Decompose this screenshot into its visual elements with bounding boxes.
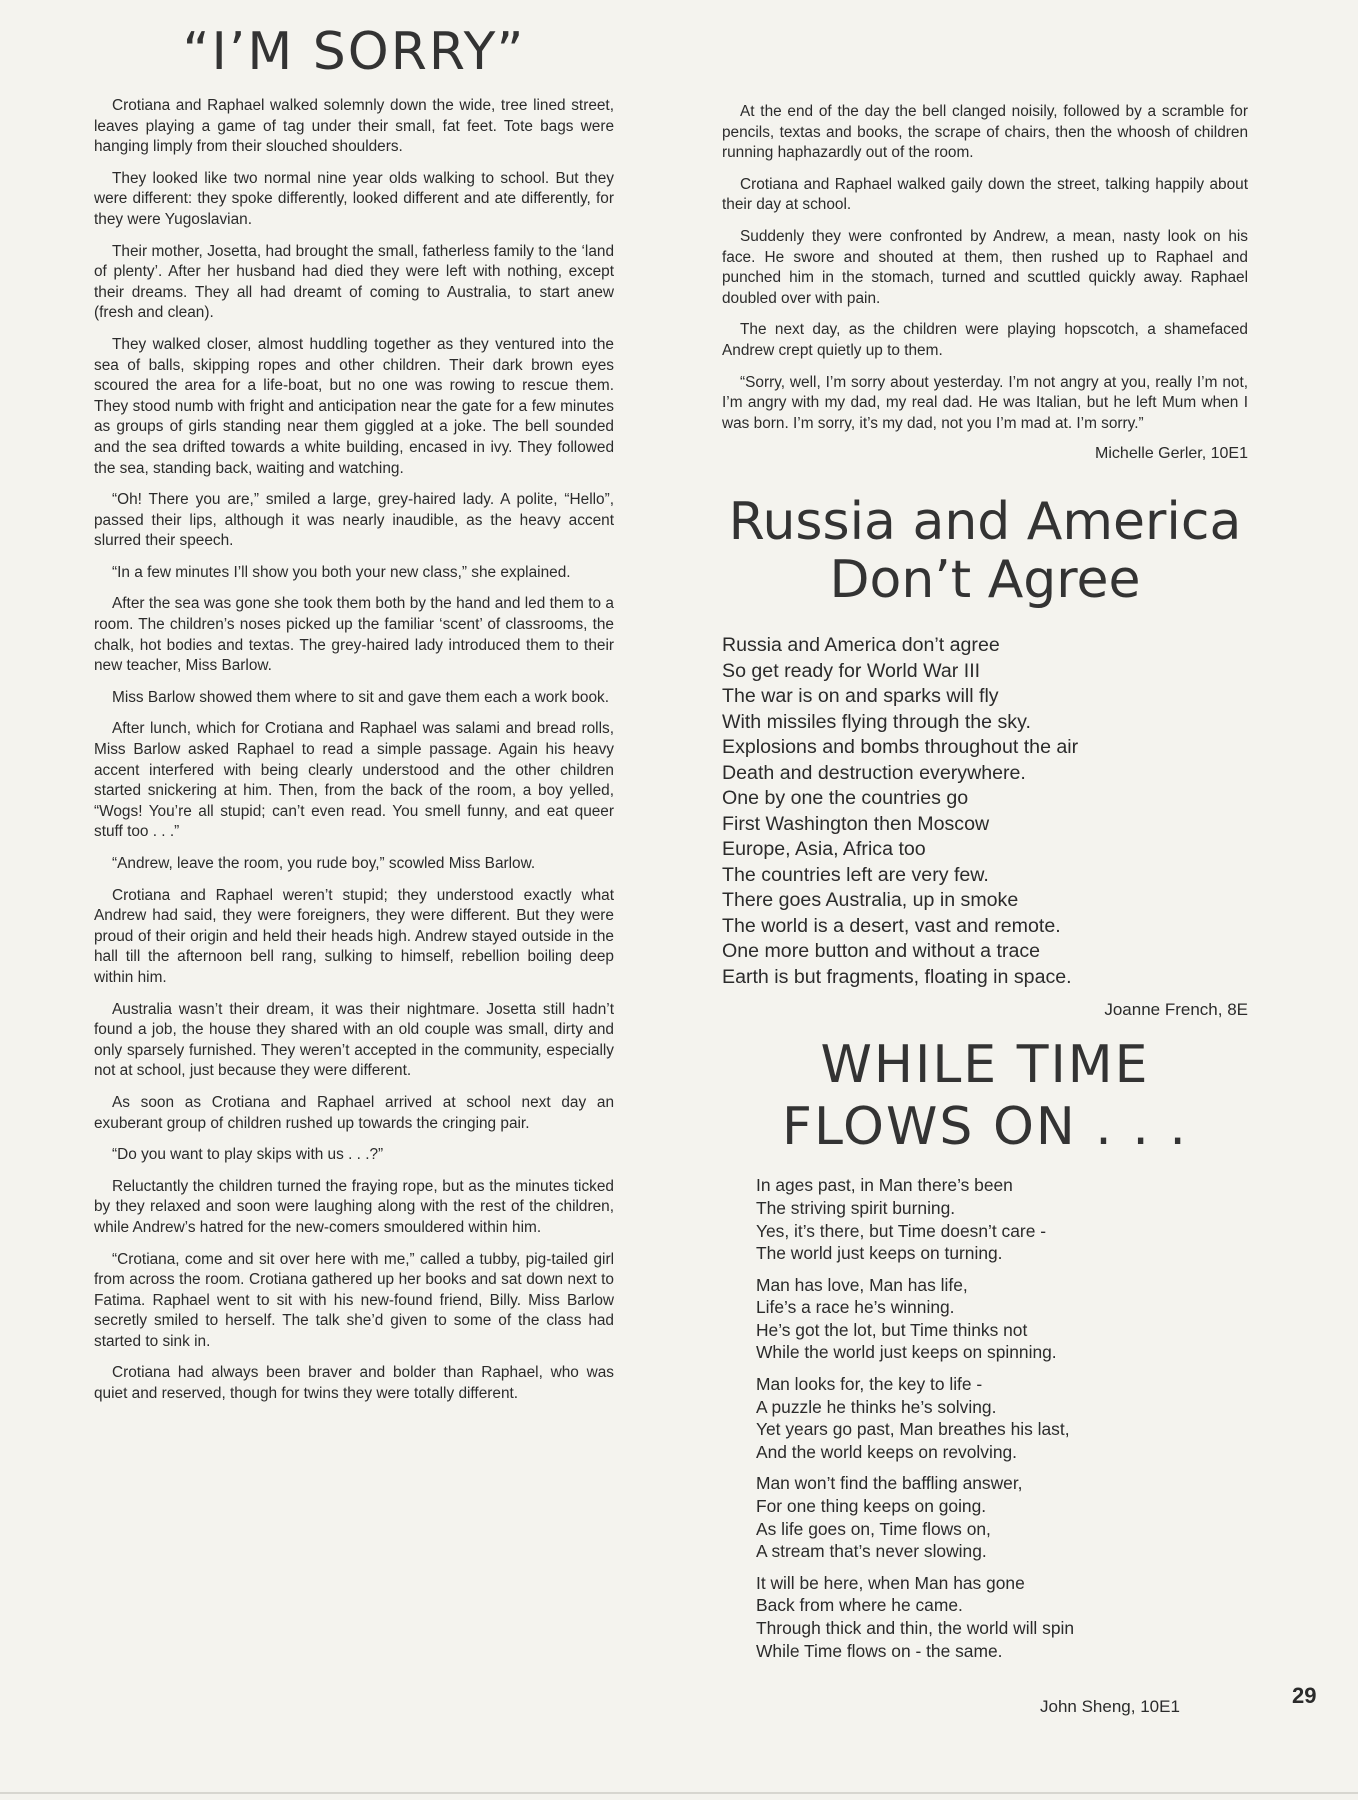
poem-line: He’s got the lot, but Time thinks not [756, 1319, 1028, 1340]
story-title: “I’M SORRY” [182, 22, 526, 82]
poem-russia [722, 633, 1248, 990]
story-paragraph: Australia wasn’t their dream, it was their nightmare. Josetta still hadn’t found a job, the house they shared with an old couple was small, dirty and only sparsely furnished. They weren’t accepted in the community, especially not at school, just because they were different. [94, 1000, 614, 1080]
poem-line: Man won’t find the baffling answer, [756, 1473, 1023, 1494]
poem-line: Europe, Asia, Africa too [722, 838, 926, 861]
story-paragraph: Crotiana and Raphael walked gaily down the street, talking happily about their day at school. [722, 175, 1248, 214]
story-paragraph: After the sea was gone she took them both by the hand and led them to a room. The children’s noses picked up the familiar ‘scent’ of classrooms, the chalk, hot bodies and textas. The grey-haired lady introduced them to their new teacher, Miss Barlow. [94, 595, 614, 675]
poem-stanza [756, 1373, 1248, 1463]
poem-while-time [722, 1174, 1248, 1662]
poem-stanza [756, 1472, 1248, 1562]
poem-line: One more button and without a trace [722, 940, 1041, 963]
story-paragraph: After lunch, which for Crotiana and Raphael was salami and bread rolls, Miss Barlow asked Raphael to read a simple passage. Again his heavy accent interfered with being clearly understood and the other children started snickering at him. Then, from the back of the room, a boy yelled, “Wogs! You’re all stupid; can’t even read. You smell funny, and eat queer stuff too . . .” [94, 720, 614, 841]
poem-line: Life’s a race he’s winning. [756, 1297, 955, 1318]
poem-title-line: Russia and America [728, 492, 1242, 553]
poem-author-while-time: John Sheng, 10E1 [1040, 1697, 1180, 1716]
story-paragraph: “Crotiana, come and sit over here with me,” called a tubby, pig-tailed girl from across the room. Crotiana gathered up her books and sat down next to Fatima. Raphael went to sit with his new-found friend, Billy. Miss Barlow secretly smiled to herself. The talk she’d given to some of the class had started to sink in. [94, 1250, 614, 1350]
poem-line: For one thing keeps on going. [756, 1496, 987, 1517]
poem-line: A puzzle he thinks he’s solving. [756, 1396, 997, 1417]
poem-line: Explosions and bombs throughout the air [722, 736, 1079, 759]
story-paragraph: They looked like two normal nine year olds walking to school. But they were different: they spoke differently, looked different and ate differently, for they were Yugoslavian. [94, 169, 614, 228]
story-body [94, 96, 614, 1405]
poem-author-russia: Joanne French, 8E [1104, 1000, 1248, 1020]
poem-title-while-time [722, 1034, 1248, 1158]
poem-line: As life goes on, Time flows on, [756, 1518, 991, 1539]
poem-line: One by one the countries go [722, 787, 969, 810]
story-paragraph: Crotiana and Raphael weren’t stupid; they understood exactly what Andrew had said, they were foreigners, they were different. But they were proud of their origin and held their heads high. Andrew stayed outside in the hall till the afternoon bell rang, sulking to himself, rebellion boiling deep within him. [94, 886, 614, 986]
poem-line: Russia and America don’t agree [722, 634, 1000, 657]
story-paragraph: “Sorry, well, I’m sorry about yesterday. I’m not angry at you, really I’m not, I’m angry with my dad, my real dad. He was Italian, but he left Mum when I was born. I’m sorry, it’s my dad, not you I’m mad at. I’m sorry.” [722, 373, 1248, 432]
story-paragraph: Suddenly they were confronted by Andrew, a mean, nasty look on his face. He swore and shouted at them, then rushed up to Raphael and punched him in the stomach, turned and scuttled quickly away. Raphael doubled over with pain. [722, 227, 1248, 307]
poem-line: The countries left are very few. [722, 863, 989, 886]
poem-line: The war is on and sparks will fly [722, 685, 999, 708]
story-paragraph: They walked closer, almost huddling together as they ventured into the sea of balls, skipping ropes and other children. Their dark brown eyes scoured the area for a life-boat, but no one was rowing to rescue them. They stood numb with fright and anticipation near the gate for a few minutes as groups of girls standing near them giggled at a joke. The bell sounded and the sea drifted towards a white building, encased in ivy. They followed the sea, standing back, waiting and watching. [94, 335, 614, 477]
poem-line: Yet years go past, Man breathes his last, [756, 1419, 1070, 1440]
poem-line: A stream that’s never slowing. [756, 1541, 987, 1562]
story-paragraph: Crotiana had always been braver and bolder than Raphael, who was quiet and reserved, though for twins they were totally different. [94, 1364, 614, 1403]
poem-line: While Time flows on - the same. [756, 1640, 1003, 1661]
story-paragraph: Crotiana and Raphael walked solemnly down the wide, tree lined street, leaves playing a game of tag under their small, fat feet. Tote bags were hanging limply from their slouched shoulders. [94, 97, 614, 156]
poem-line: Man has love, Man has life, [756, 1274, 968, 1295]
poem-title-line: Don’t Agree [829, 550, 1141, 611]
story-paragraph: As soon as Crotiana and Raphael arrived at school next day an exuberant group of children rushed up towards the cringing pair. [94, 1093, 614, 1132]
poem-line: First Washington then Moscow [722, 812, 990, 835]
poem-line: Earth is but fragments, floating in space. [722, 965, 1072, 988]
poem-line: So get ready for World War III [722, 659, 981, 682]
poem-line: With missiles flying through the sky. [722, 710, 1031, 733]
story-paragraph: “In a few minutes I’ll show you both your new class,” she explained. [112, 563, 571, 581]
poem-stanza [756, 1174, 1248, 1264]
story-author: Michelle Gerler, 10E1 [1095, 445, 1248, 463]
story-paragraph: The next day, as the children were playing hopscotch, a shamefaced Andrew crept quietly up to them. [722, 321, 1248, 359]
poem-line: The world just keeps on turning. [756, 1243, 1003, 1264]
poem-line: And the world keeps on revolving. [756, 1441, 1018, 1462]
poem-line: The world is a desert, vast and remote. [722, 914, 1061, 937]
poem-line: The striving spirit burning. [756, 1197, 956, 1218]
poem-line: Back from where he came. [756, 1595, 963, 1616]
poem-stanza [756, 1274, 1248, 1364]
story-paragraph: At the end of the day the bell clanged noisily, followed by a scramble for pencils, textas and books, the scrape of chairs, then the whoosh of children running haphazardly out of the room. [722, 103, 1248, 162]
poem-title-line: WHILE TIME [820, 1035, 1150, 1096]
page-bottom-edge [0, 1792, 1358, 1794]
poem-line: In ages past, in Man there’s been [756, 1175, 1013, 1196]
right-column [722, 102, 1248, 1671]
poem-title-russia [722, 493, 1248, 609]
story-paragraph: “Do you want to play skips with us . . .?” [112, 1146, 384, 1164]
poem-stanza [756, 1572, 1248, 1662]
story-paragraph: Miss Barlow showed them where to sit and gave them each a work book. [112, 688, 610, 706]
poem-line: Man looks for, the key to life - [756, 1374, 983, 1395]
story-paragraph: “Andrew, leave the room, you rude boy,” scowled Miss Barlow. [112, 855, 536, 872]
poem-line: It will be here, when Man has gone [756, 1572, 1025, 1593]
page-number: 29 [1292, 1683, 1317, 1708]
story-paragraph: Their mother, Josetta, had brought the small, fatherless family to the ‘land of plenty’. After her husband had died they were left with nothing, except their dreams. They all had dreamt of coming to Australia, to start anew (fresh and clean). [94, 242, 614, 322]
poem-line: Through thick and thin, the world will spin [756, 1618, 1075, 1638]
story-paragraph: Reluctantly the children turned the fraying rope, but as the minutes ticked by they relaxed and soon were laughing along with the rest of the children, while Andrew’s hatred for the new-comers smouldered within him. [94, 1177, 614, 1236]
left-column [94, 22, 614, 1416]
story-paragraph: “Oh! There you are,” smiled a large, grey-haired lady. A polite, “Hello”, passed their lips, although it was nearly inaudible, as the heavy accent slurred their speech. [94, 491, 614, 550]
poem-title-line: FLOWS ON . . . [782, 1097, 1188, 1158]
poem-line: Death and destruction everywhere. [722, 761, 1026, 784]
poem-line: Yes, it’s there, but Time doesn’t care - [756, 1220, 1046, 1241]
poem-line: While the world just keeps on spinning. [756, 1342, 1057, 1363]
poem-line: There goes Australia, up in smoke [722, 889, 1019, 912]
story-continuation [722, 102, 1248, 434]
